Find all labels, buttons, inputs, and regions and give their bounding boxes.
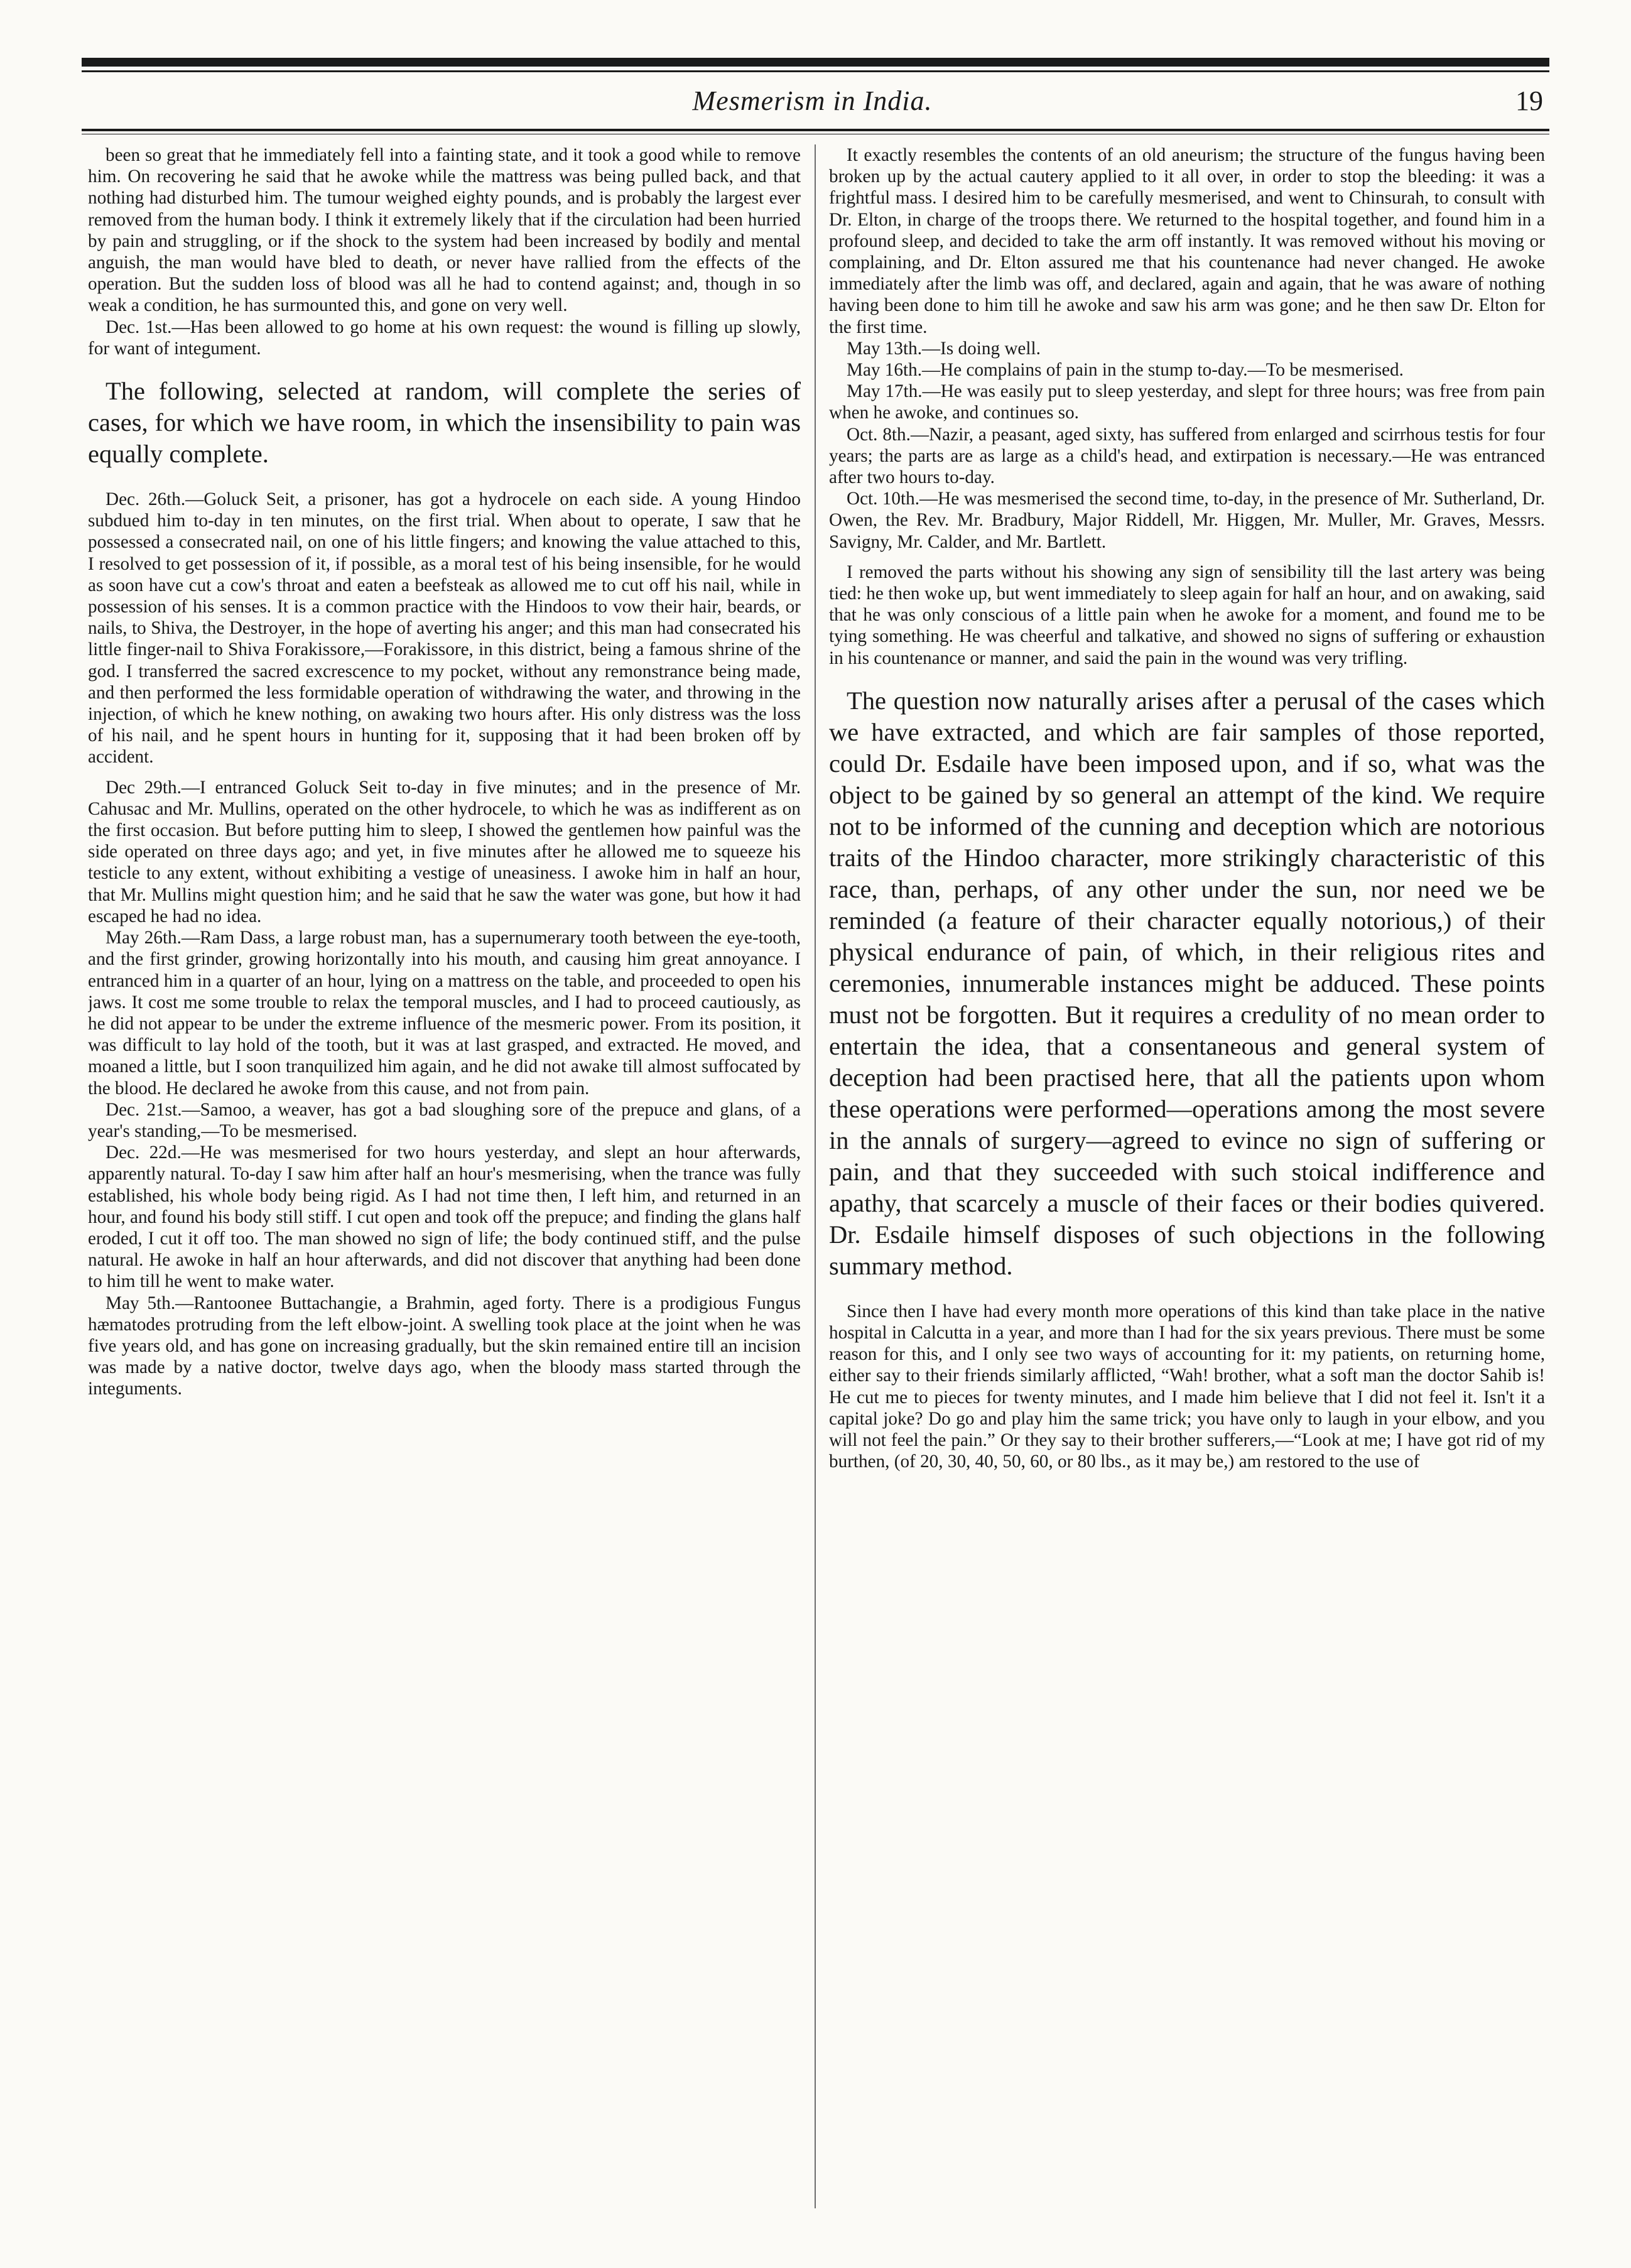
header-rule (82, 129, 1549, 131)
paragraph: Dec. 1st.—Has been allowed to go home at his own request: the wound is filling up slowly, for want of integument. (88, 317, 801, 359)
top-rule-thin (82, 70, 1549, 72)
paragraph: Since then I have had every month more operations of this kind than take place in the native hospital in Calcutta in a year, and more than I had for the six years previous. There must be some reason for this, and I only see two ways of accounting for it: my patients, on returning home, either say to their friends similarly afflicted, “Wah! brother, what a soft man the doctor Sahib is! He cut me to pieces for twenty minutes, and I made him believe that I did not feel it. Isn't it a capital joke? Do go and play him the same trick; you have only to laugh in your elbow, and you will not feel the pain.” Or they say to their brother sufferers,—“Look at me; I have got rid of my burthen, (of 20, 30, 40, 50, 60, or 80 lbs., as it may be,) am restored to the use of (829, 1301, 1545, 1472)
page-number: 19 (1515, 85, 1543, 116)
page-header (82, 79, 1543, 122)
right-column (829, 144, 1545, 2208)
paragraph: May 26th.—Ram Dass, a large robust man, has a supernumerary tooth between the eye-tooth, and the first grinder, growing horizontally into his mouth, and causing him great annoyance. I entranced him in a quarter of an hour, lying on a mattress on the table, and proceeded to open his jaws. It cost me some trouble to relax the temporal muscles, and I had to proceed cautiously, as he did not appear to be under the extreme influence of the mesmeric power. From its position, it was difficult to lay hold of the tooth, but it was at last grasped, and extracted. He moved, and moaned a little, but I soon tranquilized him again, and he did not awake till almost suffocated by the blood. He declared he awoke from this cause, and not from pain. (88, 928, 801, 1099)
running-head: Mesmerism in India. (692, 85, 933, 116)
paragraph: I removed the parts without his showing any sign of sensibility till the last artery was being tied: he then woke up, but went immediately to sleep again for half an hour, and on awaking, said that he was only conscious of a little pain when he awoke for a moment, and found me to be tying something. He was cheerful and talkative, and showed no signs of suffering or exhaustion in his countenance or manner, and said the pain in the wound was very trifling. (829, 562, 1545, 668)
paragraph: May 13th.—Is doing well. (847, 338, 1041, 359)
column-divider (815, 144, 816, 2208)
paragraph: been so great that he immediately fell into a fainting state, and it took a good while to remove him. On recovering he said that he awoke while the mattress was being pulled back, and that nothing had disturbed him. The tumour weighed eighty pounds, and is probably the largest ever removed from the human body. I think it extremely likely that if the circulation had been hurried by pain and struggling, or if the shock to the system had been increased by bodily and mental anguish, the man would have bled to death, or never have rallied from the effects of the operation. But the sudden loss of blood was all he had to contend against; and, though in so weak a condition, he has surmounted this, and gone on very well. (88, 145, 801, 316)
paragraph: Dec. 26th.—Goluck Seit, a prisoner, has got a hydrocele on each side. A young Hindoo subdued him to-day in ten minutes, on the first trial. When about to operate, I saw that he possessed a consecrated nail, on one of his little fingers; and knowing the value attached to this, I resolved to get possession of it, if possible, as a moral test of his being insensible, for he would as soon have cut a cow's throat and eaten a beefsteak as allowed me to cut off his nail, while in possession of his senses. It is a common practice with the Hindoos to vow their hair, beards, or nails, to Shiva, the Destroyer, in the hope of averting his anger; and this man had consecrated his little finger-nail to Shiva Forakissore,—Forakissore, in this district, being a famous shrine of the god. I transferred the sacred excrescence to my pocket, without any remonstrance being made, and then performed the less formidable operation of withdrawing the water, and throwing in the injection, of which he knew nothing, on awaking two hours after. His only distress was the loss of his nail, and he spent hours in hunting for it, supposing that it had been broken off by accident. (88, 489, 801, 768)
paragraph: It exactly resembles the contents of an old aneurism; the structure of the fungus having been broken up by the actual cautery applied to it all over, in order to stop the bleeding: it was a frightful mass. I desired him to be carefully mesmerised, and went to Chinsurah, to consult with Dr. Elton, in charge of the troops there. We returned to the hospital together, and found him in a profound sleep, and decided to take the arm off instantly. It was removed without his moving or complaining, and Dr. Elton assured me that his countenance had never changed. He awoke immediately after the limb was off, and declared, again and again, that he was aware of nothing having been done to him till he awoke and saw his arm was gone; and he then saw Dr. Elton for the first time. (829, 145, 1545, 337)
paragraph: Oct. 8th.—Nazir, a peasant, aged sixty, has suffered from enlarged and scirrhous testis for four years; the parts are as large as a child's head, and extirpation is necessary.—He was entranced after two hours to-day. (829, 424, 1545, 488)
paragraph: The following, selected at random, will complete the series of cases, for which we have room, in which the insensibility to pain was equally complete. (88, 377, 801, 469)
top-rule-thick (82, 58, 1549, 67)
paragraph: Dec 29th.—I entranced Goluck Seit to-day in five minutes; and in the presence of Mr. Cahusac and Mr. Mullins, operated on the other hydrocele, to which he was as indifferent as on the first occasion. But before putting him to sleep, I showed the gentlemen how painful was the side operated on three days ago; and yet, in five minutes after he allowed me to squeeze his testicle to any extent, without exhibiting a vestige of uneasiness. I awoke him in half an hour, that Mr. Mullins might question him; and he said that he saw the water was gone, but how it had escaped he had no idea. (88, 777, 801, 926)
paragraph: Dec. 21st.—Samoo, a weaver, has got a bad sloughing sore of the prepuce and glans, of a year's standing,—To be mesmerised. (88, 1099, 801, 1141)
paragraph: May 17th.—He was easily put to sleep yesterday, and slept for three hours; was free from pain when he awoke, and continues so. (829, 381, 1545, 423)
paragraph: Dec. 22d.—He was mesmerised for two hours yesterday, and slept an hour afterwards, apparently natural. To-day I saw him after half an hour's mesmerising, when the trance was fully established, his whole body being rigid. As I had not time then, I left him, and returned in an hour, and found his body still stiff. I cut open and took off the prepuce; and finding the glans half eroded, I cut it off too. The man showed no sign of life; the body continued stiff, and the pulse natural. He awoke in half an hour afterwards, and did not discover that anything had been done to him till he went to make water. (88, 1142, 801, 1292)
paragraph: May 5th.—Rantoonee Buttachangie, a Brahmin, aged forty. There is a prodigious Fungus hæmatodes protruding from the left elbow-joint. A swelling took place at the joint when he was five years old, and has gone on increasing gradually, but the skin remained entire till an incision was made by a native doctor, twelve days ago, when the bloody mass started through the integuments. (88, 1293, 801, 1399)
paragraph: May 16th.—He complains of pain in the stump to-day.—To be mesmerised. (847, 360, 1404, 381)
paragraph: Oct. 10th.—He was mesmerised the second time, to-day, in the presence of Mr. Sutherland, Dr. Owen, the Rev. Mr. Bradbury, Major Riddell, Mr. Higgen, Mr. Muller, Mr. Graves, Messrs. Savigny, Mr. Calder, and Mr. Bartlett. (829, 489, 1545, 552)
paragraph: The question now naturally arises after a perusal of the cases which we have extracted, and which are fair samples of those reported, could Dr. Esdaile have been imposed upon, and if so, what was the object to be gained by so general an attempt of the kind. We require not to be informed of the cunning and deception which are notorious traits of the Hindoo character, more strikingly characteristic of this race, than, perhaps, of any other under the sun, nor need we be reminded (a feature of their character equally notorious,) of their physical endurance of pain, of which, in their religious rites and ceremonies, innumerable instances might be adduced. These points must not be forgotten. But it requires a credulity of no mean order to entertain the idea, that a consentaneous and general system of deception had been practised here, that all the patients upon whom these operations were performed—operations among the most severe in the annals of surgery—agreed to evince no sign of suffering or pain, and that they succeeded with such stoical indifference and apathy, that scarcely a muscle of their faces or their bodies quivered. Dr. Esdaile himself disposes of such objections in the following summary method. (829, 686, 1545, 1280)
left-column (88, 144, 801, 2208)
